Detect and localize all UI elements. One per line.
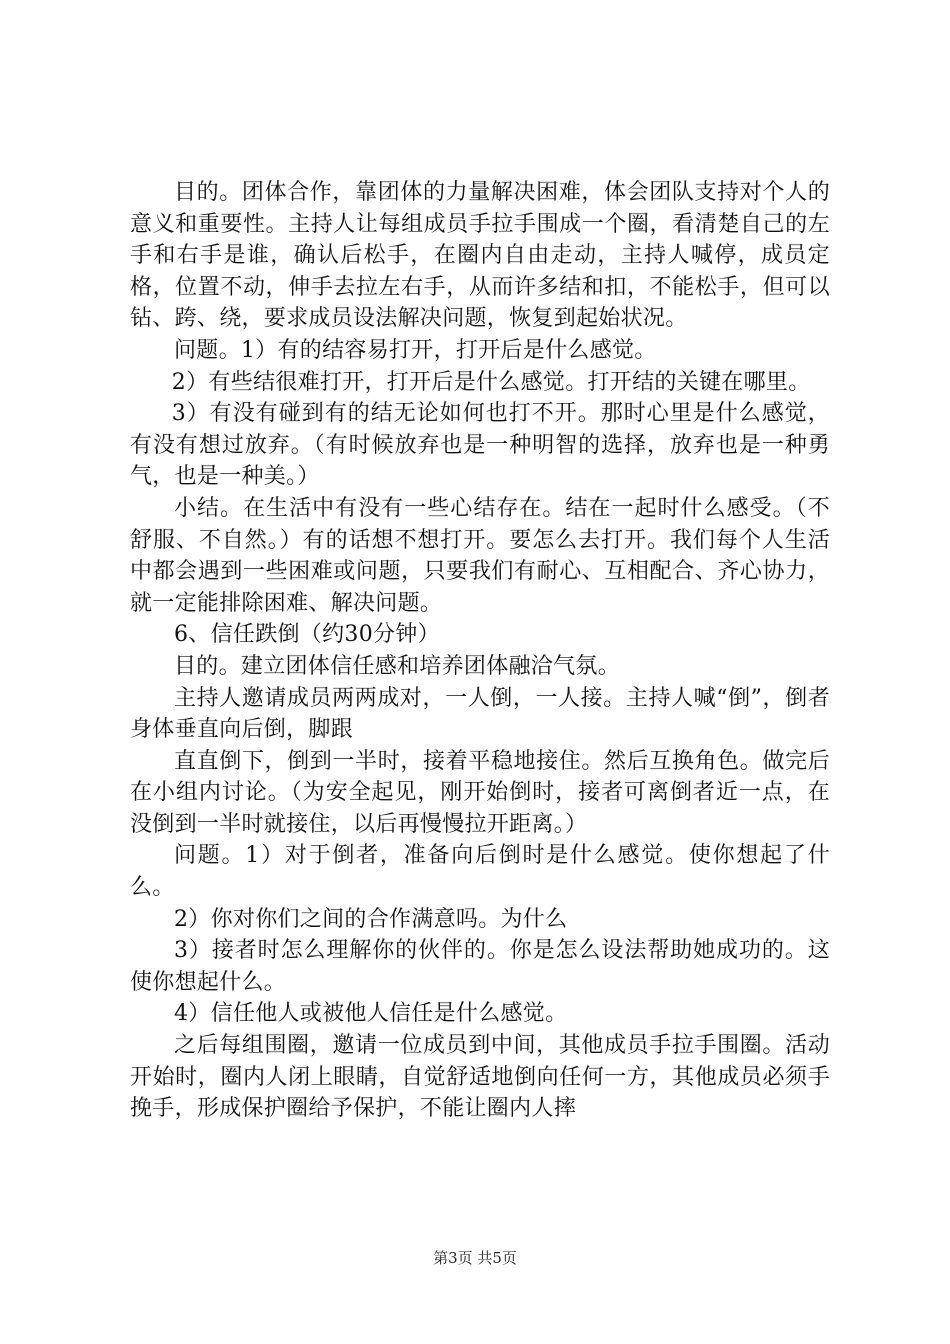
paragraph-trust-question-2: 2）你对你们之间的合作满意吗。为什么: [174, 906, 568, 932]
section-heading-trust-fall: 6、信任跌倒（约30分钟）: [174, 622, 440, 648]
paragraph-purpose-knot: 目的。团体合作，靠团体的力量解决困难，体会团队支持对个人的意义和重要性。主持人让每组成员手拉手围成一个圈，看清楚自己的左手和右手是谁，确认后松手，在圈内自由走动，主持人喊停，成员定格，位置不动，伸手去拉左右手，从而许多结和扣，不能松手，但可以钻、跨、绕，要求成员设法解决问题，恢复到起始状况。: [130, 180, 830, 332]
paragraph-purpose-trust: 目的。建立团体信任感和培养团体融洽气氛。: [174, 653, 621, 679]
paragraph-trust-question-1: 问题。1）对于倒者，准备向后倒时是什么感觉。使你想起了什么。: [130, 843, 830, 901]
paragraph-summary: 小结。在生活中有没有一些心结存在。结在一起时什么感受。（不舒服、不自然。）有的话想不想打开。要怎么去打开。我们每个人生活中都会遇到一些困难或问题，只要我们有耐心、互相配合、齐心协力，就一定能排除困难、解决问题。: [130, 495, 830, 616]
page-footer: 第3页 共5页: [433, 1249, 517, 1267]
paragraph-trust-question-3: 3）接者时怎么理解你的伙伴的。你是怎么设法帮助她成功的。这使你想起什么。: [130, 938, 830, 995]
document-body: [130, 177, 830, 1125]
paragraph-trust-question-4: 4）信任他人或被他人信任是什么感觉。: [174, 1001, 568, 1027]
paragraph-question-2: 2）有些结很难打开，打开后是什么感觉。打开结的关键在哪里。: [171, 369, 811, 395]
paragraph-trust-instructions: 主持人邀请成员两两成对，一人倒，一人接。主持人喊“倒”，倒者身体垂直向后倒，脚跟: [130, 685, 830, 743]
paragraph-question-1: 问题。1）有的结容易打开，打开后是什么感觉。: [174, 337, 657, 363]
paragraph-question-3: 3）有没有碰到有的结无论如何也打不开。那时心里是什么感觉，有没有想过放弃。（有时候放弃也是一种明智的选择，放弃也是一种勇气，也是一种美。）: [130, 401, 830, 490]
paragraph-trust-continued: 直直倒下，倒到一半时，接着平稳地接住。然后互换角色。做完后在小组内讨论。（为安全起见，刚开始倒时，接者可离倒者近一点，在没倒到一半时就接住，以后再慢慢拉开距离。）: [130, 748, 830, 837]
paragraph-circle-activity: 之后每组围圈，邀请一位成员到中间，其他成员手拉手围圈。活动开始时，圈内人闭上眼睛，自觉舒适地倒向任何一方，其他成员必须手挽手，形成保护圈给予保护，不能让圈内人摔: [130, 1033, 830, 1122]
